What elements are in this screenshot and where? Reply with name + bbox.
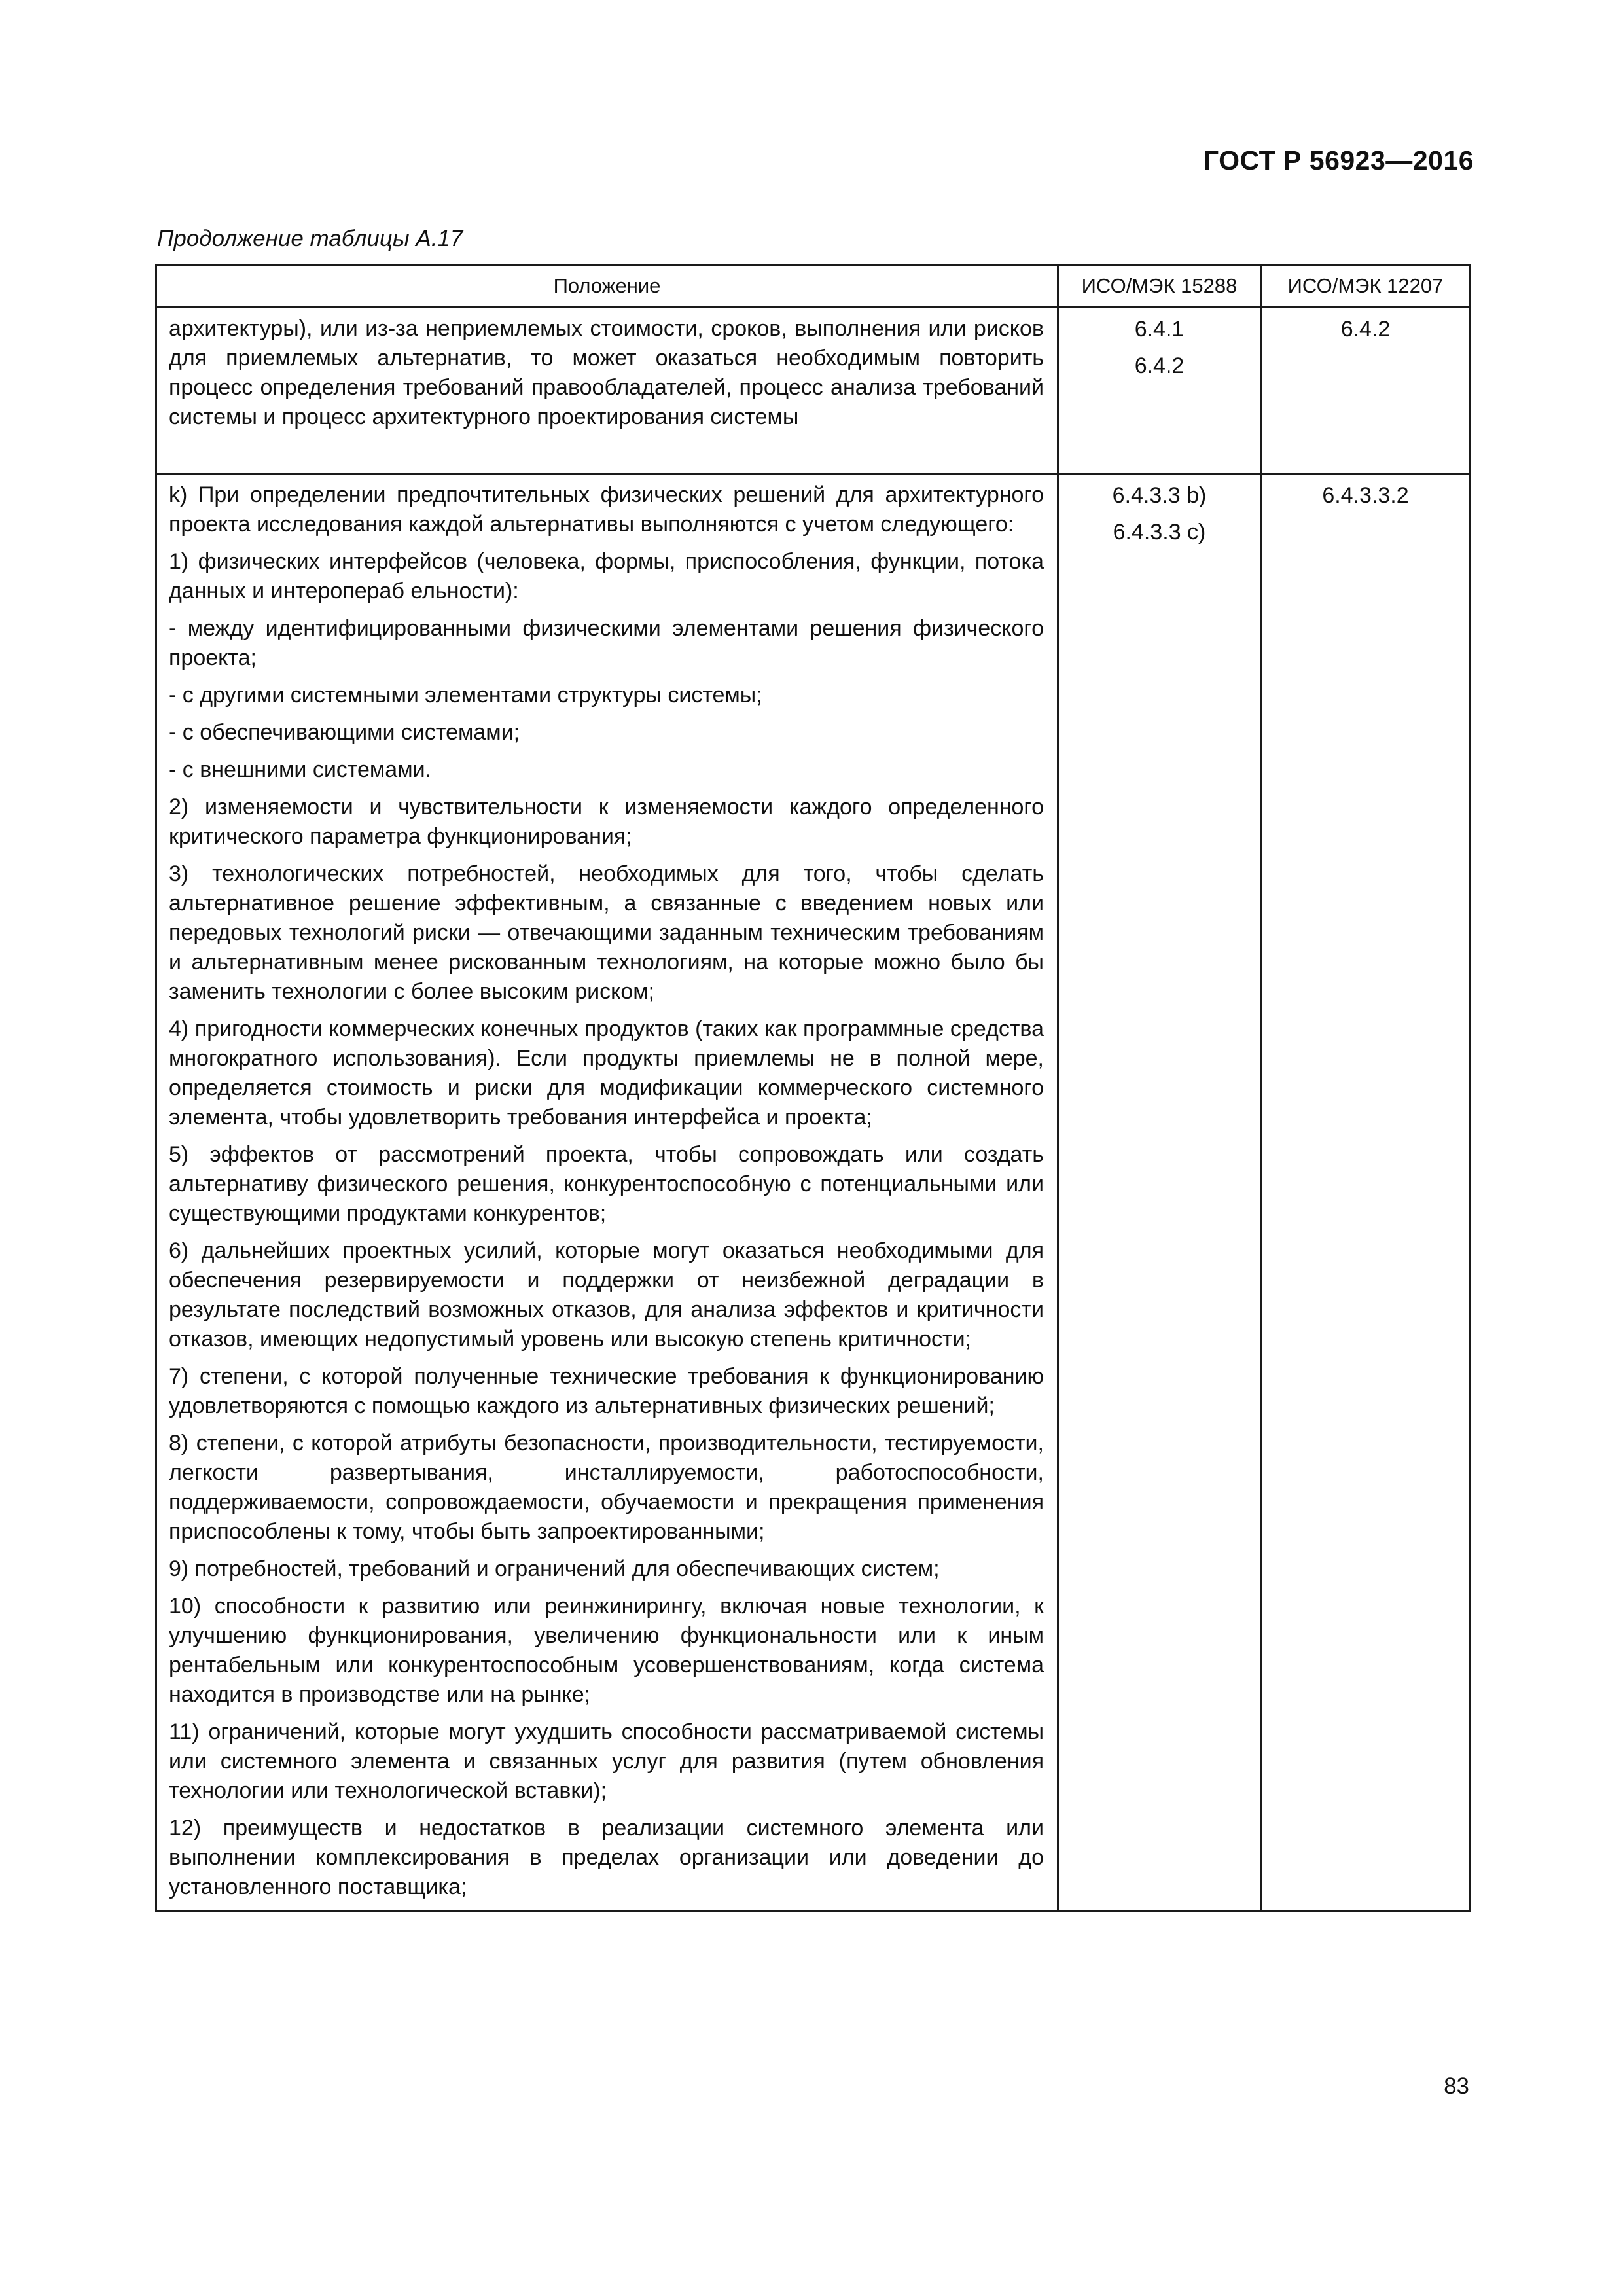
table-row: [156, 474, 1471, 1911]
provision-paragraph: 4) пригодности коммерческих конечных продуктов (таких как программные средства многократного использования). Если продукты приемлемы не в полной мере, определяется стоимость и риски для модификации коммерческого системного элемента, чтобы удовлетворить требования интерфейса и проекта;: [169, 1016, 1044, 1130]
column-header-provision: Положение: [156, 265, 1058, 308]
iso12207-cell: [1261, 308, 1471, 474]
provision-paragraph: - между идентифицированными физическими элементами решения физического проекта;: [169, 616, 1044, 670]
iso15288-ref: 6.4.2: [1134, 353, 1185, 378]
provision-paragraph: 5) эффектов от рассмотрений проекта, чтобы сопровождать или создать альтернативу физического решения, конкурентоспособную с потенциальными или существующими продуктами конкурентов;: [169, 1142, 1044, 1226]
iso12207-ref: 6.4.2: [1340, 317, 1391, 342]
table-row: [156, 308, 1471, 474]
provision-cell: [156, 308, 1058, 474]
provision-paragraph: 10) способности к развитию или реинжинирингу, включая новые технологии, к улучшению функционирования, увеличению функциональности или к иным рентабельным или конкурентоспособным усовершенствованиям, когда система находится в производстве или на рынке;: [169, 1594, 1044, 1707]
provision-paragraph: - с внешними системами.: [169, 757, 432, 782]
provision-paragraph: 6) дальнейших проектных усилий, которые могут оказаться необходимыми для обеспечения резервируемости и поддержки от неизбежной деградации в результате последствий возможных отказов, для анализа эффектов и критичности отказов, имеющих недопустимый уровень или высокую степень критичности;: [169, 1238, 1044, 1352]
provision-paragraph: 1) физических интерфейсов (человека, формы, приспособления, функции, потока данных и интеропераб ельности):: [169, 549, 1044, 603]
iso15288-ref: 6.4.3.3 c): [1113, 520, 1206, 545]
provision-cell: [156, 474, 1058, 1911]
provision-paragraph: k) При определении предпочтительных физических решений для архитектурного проекта исследования каждой альтернативы выполняются с учетом следующего:: [169, 482, 1044, 537]
iso12207-ref: 6.4.3.3.2: [1322, 483, 1409, 508]
iso12207-cell: [1261, 474, 1471, 1911]
provision-paragraph: 9) потребностей, требований и ограничений для обеспечивающих систем;: [169, 1556, 940, 1581]
table-continuation-caption: Продолжение таблицы А.17: [157, 226, 463, 251]
provision-paragraph: 12) преимуществ и недостатков в реализации системного элемента или выполнении комплексирования в пределах организации или доведении до установленного поставщика;: [169, 1816, 1044, 1899]
provision-paragraph: 3) технологических потребностей, необходимых для того, чтобы сделать альтернативное решение эффективным, а связанные с введением новых или передовых технологий риски — отвечающими заданным техническим требованиям и альтернативным менее рискованным технологиям, на которые можно было бы заменить технологии с более высоким риском;: [169, 861, 1044, 1004]
provision-paragraph: архитектуры), или из-за неприемлемых стоимости, сроков, выполнения или рисков для приемлемых альтернатив, то может оказаться необходимым повторить процесс определения требований правообладателей, процесс анализа требований системы и процесс архитектурного проектирования системы: [169, 316, 1044, 429]
provision-paragraph: 11) ограничений, которые могут ухудшить способности рассматриваемой системы или системного элемента и связанных услуг для развития (путем обновления технологии или технологической вставки);: [169, 1719, 1044, 1803]
document-code: ГОСТ Р 56923—2016: [1203, 145, 1474, 175]
provision-paragraph: 7) степени, с которой полученные технические требования к функционированию удовлетворяются с помощью каждого из альтернативных физических решений;: [169, 1364, 1044, 1418]
requirements-table: [155, 264, 1471, 1912]
provision-paragraph: 2) изменяемости и чувствительности к изменяемости каждого определенного критического параметра функционирования;: [169, 795, 1044, 849]
column-header-iso12207: ИСО/МЭК 12207: [1261, 265, 1471, 308]
provision-paragraph: - с другими системными элементами структуры системы;: [169, 683, 762, 708]
iso15288-ref: 6.4.1: [1134, 317, 1185, 342]
iso15288-ref: 6.4.3.3 b): [1112, 483, 1207, 508]
table-header-row: [156, 265, 1471, 308]
provision-paragraph: - с обеспечивающими системами;: [169, 720, 520, 745]
provision-paragraph: 8) степени, с которой атрибуты безопасности, производительности, тестируемости, легкости развертывания, инсталлируемости, работоспособности, поддерживаемости, сопровождаемости, обучаемости и прекращения применения приспособлены к тому, чтобы быть запроектированными;: [169, 1431, 1044, 1544]
iso15288-cell: [1058, 474, 1261, 1911]
column-header-iso15288: ИСО/МЭК 15288: [1058, 265, 1261, 308]
page-number: 83: [1444, 2073, 1469, 2099]
iso15288-cell: [1058, 308, 1261, 474]
